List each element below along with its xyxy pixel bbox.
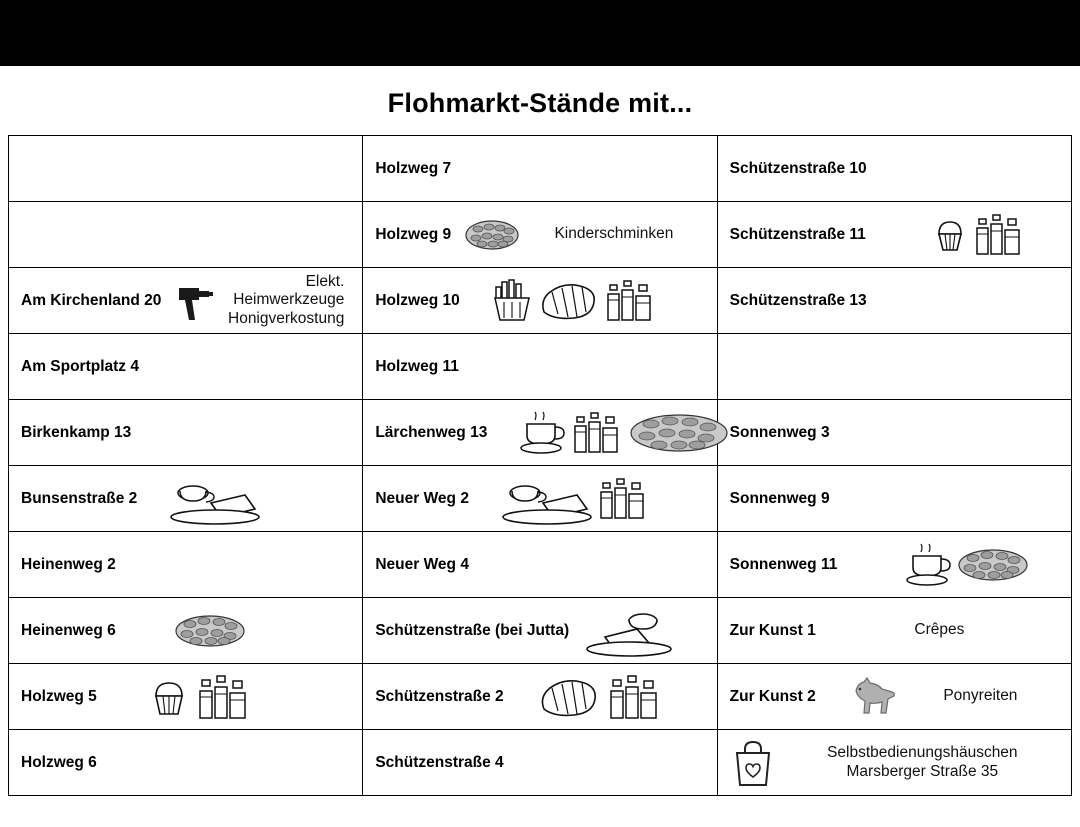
table-row: [9, 334, 1072, 400]
stand-note: Kinderschminken: [554, 225, 674, 243]
icon-group: [517, 410, 729, 456]
stand-cell[interactable]: [363, 664, 717, 730]
stand-cell[interactable]: [363, 532, 717, 598]
table-row: [9, 202, 1072, 268]
stand-cell[interactable]: [9, 598, 363, 664]
stand-cell[interactable]: [363, 334, 717, 400]
stand-cell[interactable]: [9, 202, 363, 268]
stand-cell[interactable]: [717, 202, 1071, 268]
stand-cell[interactable]: [9, 136, 363, 202]
stand-cell[interactable]: [363, 598, 717, 664]
stand-address: Holzweg 6: [21, 753, 97, 771]
stand-address: Neuer Weg 2: [375, 489, 469, 507]
stand-note: Elekt. Heimwerkzeuge Honigverkostung: [228, 273, 345, 327]
stand-address: Holzweg 7: [375, 159, 452, 177]
stand-cell[interactable]: [363, 202, 717, 268]
stand-cell[interactable]: [9, 664, 363, 730]
icon-group: [145, 673, 255, 721]
bottles-icon: [571, 410, 627, 456]
stand-address: Zur Kunst 1: [729, 621, 816, 639]
stand-cell[interactable]: [9, 466, 363, 532]
stand-address: Heinenweg 2: [21, 555, 116, 573]
stand-cell[interactable]: [9, 268, 363, 334]
icon-group: [534, 673, 666, 721]
coffee-cake-icon: [499, 473, 595, 525]
stand-cell[interactable]: [9, 334, 363, 400]
top-black-band: [0, 0, 1080, 66]
icon-group: [167, 473, 263, 525]
bottles-icon: [973, 212, 1029, 258]
table-row: [9, 400, 1072, 466]
stand-address: Holzweg 11: [375, 357, 459, 375]
stand-cell[interactable]: [363, 400, 717, 466]
stand-cell[interactable]: [9, 400, 363, 466]
coffee-cake-icon: [167, 473, 263, 525]
icon-group: [174, 611, 246, 651]
table-row: [9, 136, 1072, 202]
stand-cell[interactable]: [363, 268, 717, 334]
stand-address: Schützenstraße 13: [729, 291, 867, 309]
stand-address: Holzweg 10: [375, 291, 460, 309]
stand-address: Schützenstraße (bei Jutta): [375, 621, 570, 639]
stand-address: Am Kirchenland 20: [21, 291, 162, 309]
bottles-icon: [597, 476, 653, 522]
page-title: Flohmarkt-Stände mit...: [387, 88, 693, 118]
bottles-icon: [195, 673, 255, 721]
stand-address: Sonnenweg 3: [729, 423, 830, 441]
table-row: [9, 532, 1072, 598]
muffin-tray-icon: [629, 410, 729, 456]
stand-cell[interactable]: [363, 136, 717, 202]
stand-address: Neuer Weg 4: [375, 555, 469, 573]
sausage-icon: [536, 278, 602, 324]
stand-address: Holzweg 9: [375, 225, 452, 243]
coffee-cup-icon: [517, 410, 569, 456]
stand-cell[interactable]: [717, 598, 1071, 664]
table-row: [9, 730, 1072, 796]
stand-address: Birkenkamp 13: [21, 423, 132, 441]
stand-address: Sonnenweg 11: [729, 555, 838, 573]
icon-group: [175, 280, 215, 322]
stand-address: Am Sportplatz 4: [21, 357, 139, 375]
stand-cell[interactable]: [363, 466, 717, 532]
stand-cell[interactable]: [717, 268, 1071, 334]
muffin-tray-icon: [465, 217, 519, 253]
coffee-cake-icon: [583, 605, 679, 657]
icon-group: [490, 278, 660, 324]
stands-table: [8, 135, 1072, 796]
stand-address: Heinenweg 6: [21, 621, 116, 639]
stand-address: Bunsenstraße 2: [21, 489, 138, 507]
stand-address: Zur Kunst 2: [729, 687, 816, 705]
stand-address: Schützenstraße 4: [375, 753, 504, 771]
icon-group: [465, 217, 519, 253]
icon-group: [583, 605, 679, 657]
stand-address: Lärchenweg 13: [375, 423, 488, 441]
stand-note: Ponyreiten: [943, 687, 1018, 705]
stand-cell[interactable]: [717, 664, 1071, 730]
stand-address: Schützenstraße 10: [729, 159, 867, 177]
drill-icon: [175, 280, 215, 322]
icon-group: [929, 212, 1029, 258]
icon-group: [850, 675, 898, 719]
table-row: [9, 664, 1072, 730]
stand-cell[interactable]: [9, 532, 363, 598]
stand-cell[interactable]: [717, 400, 1071, 466]
stand-address: Schützenstraße 2: [375, 687, 504, 705]
stand-cell[interactable]: [9, 730, 363, 796]
stand-note: Crêpes: [914, 621, 965, 639]
pony-icon: [850, 675, 898, 719]
icon-group: [499, 473, 653, 525]
stand-cell[interactable]: [717, 532, 1071, 598]
bottles-icon: [604, 278, 660, 324]
table-row: [9, 598, 1072, 664]
cupcake-icon: [145, 674, 193, 720]
stand-cell[interactable]: [717, 136, 1071, 202]
icon-group: [903, 542, 1029, 588]
stand-cell[interactable]: [717, 334, 1071, 400]
stand-note: Selbstbedienungshäuschen Marsberger Straße 35: [827, 743, 1018, 780]
stand-cell[interactable]: [717, 730, 1071, 796]
bottles-icon: [606, 673, 666, 721]
table-row: [9, 268, 1072, 334]
cupcake-icon: [929, 214, 971, 256]
stand-cell[interactable]: [363, 730, 717, 796]
coffee-cup-icon: [903, 542, 955, 588]
table-row: [9, 466, 1072, 532]
table-body: [9, 136, 1072, 796]
shopping-bag-heart-icon: [730, 737, 776, 789]
stand-address: Sonnenweg 9: [729, 489, 830, 507]
stand-address: Schützenstraße 11: [729, 225, 866, 243]
sausage-icon: [534, 673, 604, 721]
fries-icon: [490, 278, 534, 324]
muffin-tray-icon: [174, 611, 246, 651]
stand-address: Holzweg 5: [21, 687, 97, 705]
muffin-tray-icon: [957, 545, 1029, 585]
stand-cell[interactable]: [717, 466, 1071, 532]
